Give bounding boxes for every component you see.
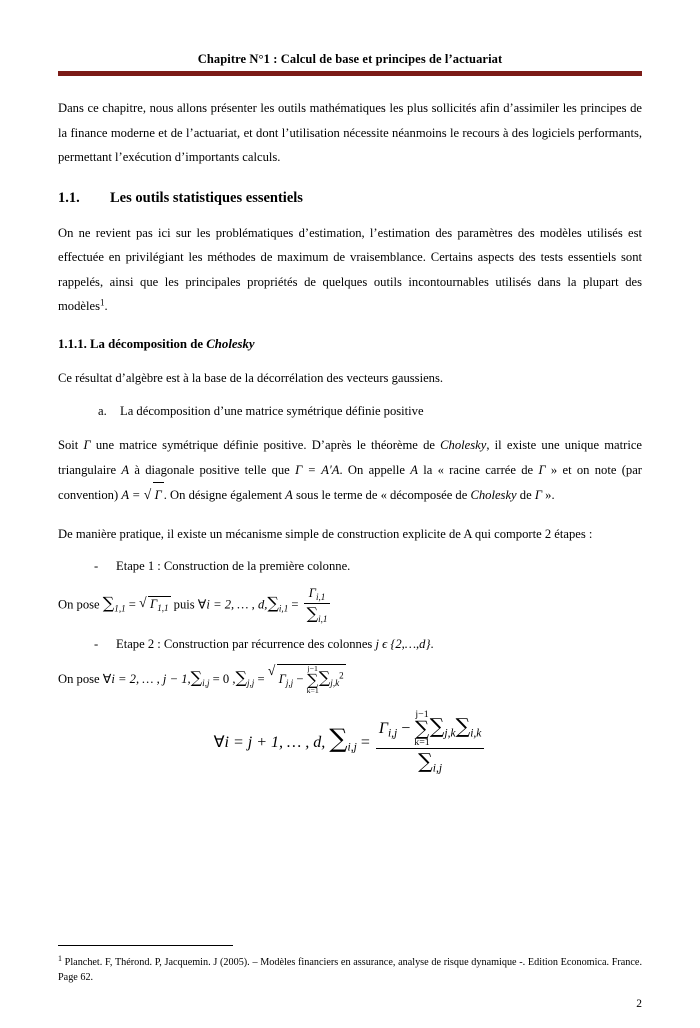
fraction-gamma-over-sigma — [304, 586, 331, 625]
gamma-symbol-3: Γ — [534, 488, 542, 503]
section-title: Les outils statistiques essentiels — [110, 189, 303, 206]
sqrt-gamma-11-body — [148, 596, 171, 613]
sum-symbol-2: ∑ — [414, 716, 430, 740]
sqrt-expression-2-body — [277, 664, 346, 695]
f3-sum-upper: j−1 — [415, 708, 429, 720]
thm-t4: à diagonale positive telle que — [129, 462, 296, 477]
list-item-label: La décomposition d’une matrice symétrique définie positive — [120, 404, 424, 419]
f3-minus: − — [397, 719, 415, 737]
f3-prefix: ∀ — [213, 733, 225, 751]
sigma-symbol-3: ∑ — [306, 603, 319, 623]
f2-eq1: = 0 , — [209, 672, 236, 687]
fraction-step-3 — [376, 710, 485, 777]
step-1-item — [58, 559, 642, 574]
f2-sum-lower: k=1 — [306, 686, 319, 696]
thm-t11: ». — [542, 488, 555, 503]
thm-t5: . On appelle — [339, 462, 411, 477]
subsection-title: La décomposition de — [90, 336, 204, 351]
f3-s2-sub: i,k — [470, 727, 482, 740]
f2-gamma-sub: j,j — [285, 678, 294, 689]
subsection-title-italic: Cholesky — [206, 336, 255, 351]
f3-gamma: Γ — [378, 719, 388, 737]
f1-equals: = — [125, 597, 140, 612]
step-2-label — [94, 637, 434, 652]
f3-i: i — [224, 733, 229, 751]
f3-sum-lower: k=1 — [414, 736, 430, 748]
fraction-step-3-numerator — [376, 710, 485, 750]
f3-equals: = — [356, 733, 374, 751]
list-item-marker: a. — [98, 404, 107, 419]
f2-range: = 2, … , j − 1, — [114, 672, 191, 687]
stats-intro-end: . — [104, 299, 108, 314]
f3-den-sub: i,j — [432, 762, 443, 775]
sqrt-gamma-11 — [139, 596, 171, 613]
step-2-item — [58, 637, 642, 652]
fraction-denominator — [304, 604, 331, 625]
sum-upper-limit-2 — [414, 710, 430, 749]
f1-equals-2: = — [288, 597, 302, 612]
matrix-A: A — [121, 462, 130, 477]
f2-i: i — [111, 672, 115, 687]
section-number: 1.1. — [58, 189, 80, 206]
gamma-symbol: Γ — [83, 438, 91, 453]
gamma-symbol-2: Γ — [538, 462, 546, 477]
stats-intro-text: On ne revient pas ici sur les problématiques d’estimation, l’estimation des paramètres des modèles utilisés est effectuée en privilégiant les méthodes de maximum de vraisemblance. Certains aspects des tests essentiels sont rappelés, ainsi que les principales propriétés de quelques outils incontournables utilisés dans la plupart des modèles — [58, 225, 642, 314]
f1-range: = 2, … , d, — [209, 597, 268, 612]
footnote-reference: 1 — [99, 297, 105, 308]
f3-range: = j + 1, … , d, — [228, 733, 326, 751]
subsection-number: 1.1.1. — [58, 336, 87, 351]
sigma-1-subscript: 1,1 — [114, 603, 126, 614]
thm-t8: . On désigne également — [163, 488, 286, 503]
intro-paragraph: Dans ce chapitre, nous allons présenter les outils mathématiques les plus sollicités afin d’assimiler les principes de la finance moderne et de l’actuariat, et dont l’utilisation nécessite néanmoins le recours à des logiciels performants, permettant l’exécution d’importants calculs. — [58, 101, 642, 165]
footnote-text: Planchet. F, Thérond. P, Jacquemin. J (2005). – Modèles financiers en assurance, analyse de risque dynamique -. Edition Economica. France. Page 62. — [58, 957, 642, 984]
section-heading-1-1 — [58, 190, 642, 207]
page-number: 2 — [636, 998, 642, 1010]
thm-t1: Soit — [58, 438, 84, 453]
f2-sigma1-sub: i,j — [202, 678, 210, 689]
matrix-A-3: A — [285, 488, 293, 503]
f2-prefix: On pose ∀ — [58, 672, 112, 687]
footnote-mark: 1 — [58, 954, 62, 964]
step-2-dash: - — [94, 637, 99, 652]
cholesky-lead-paragraph: Ce résultat d’algèbre est à la base de la décorrélation des vecteurs gaussiens. — [58, 370, 444, 385]
sqrt-gamma-body: Γ — [153, 482, 164, 508]
formula-step-3 — [58, 710, 642, 777]
f2-eq2: = — [254, 672, 268, 687]
sigma-symbol-7: ∑ — [429, 713, 445, 738]
thm-t9: sous le terme de « décomposée de — [292, 488, 471, 503]
f3-s1-sub: j,k — [444, 727, 456, 740]
f1-sqrt-gamma: Γ — [150, 597, 158, 612]
stats-intro-paragraph — [58, 221, 642, 319]
big-sigma-symbol: ∑ — [329, 723, 348, 754]
step-1-dash: - — [94, 558, 99, 573]
sigma-symbol-5: ∑ — [235, 668, 247, 688]
step-2-label-post: . — [430, 637, 434, 652]
sqrt-gamma — [144, 482, 164, 508]
eq-A-equals: A = — [121, 488, 144, 503]
practical-paragraph: De manière pratique, il existe un mécanisme simple de construction explicite de A qui comporte 2 étapes : — [58, 527, 593, 542]
f2-sigma2-sub: j,j — [246, 678, 255, 689]
f1-sigma2-sub: i,1 — [278, 603, 289, 614]
sum-upper-limit-1 — [307, 665, 319, 695]
thm-t3: , il existe une unique matrice triangulaire — [58, 438, 643, 477]
f1-prefix: On pose — [58, 597, 103, 612]
thm-t7: » et on note (par convention) — [58, 462, 642, 503]
fraction-step-3-denominator — [376, 749, 485, 776]
sigma-symbol-9: ∑ — [418, 749, 433, 774]
sigma-symbol-1: ∑ — [102, 593, 115, 613]
fraction-numerator — [304, 586, 331, 604]
cholesky-name: Cholesky — [440, 438, 487, 453]
formula-step-1 — [58, 586, 642, 625]
step-1-label: Etape 1 : Construction de la première colonne. — [116, 558, 351, 573]
f1-sqrt-sub: 1,1 — [157, 603, 169, 614]
list-item-a — [58, 404, 642, 419]
step-2-label-italic: j ϵ {2,…,d} — [375, 637, 431, 652]
matrix-A-2: A — [410, 462, 418, 477]
chapter-title: Chapitre N°1 : Calcul de base et principes de l’actuariat — [197, 52, 503, 66]
step-2-label-pre: Etape 2 : Construction par récurrence des colonnes — [116, 637, 376, 652]
sum-symbol-1: ∑ — [307, 671, 319, 690]
footnote — [58, 953, 642, 986]
f3-gamma-sub: i,j — [387, 727, 398, 740]
f1-frac-gamma: Γ — [308, 585, 316, 600]
page-header — [58, 52, 642, 76]
thm-t6: la « racine carrée de — [417, 462, 539, 477]
sigma-symbol-4: ∑ — [190, 668, 203, 688]
footnote-separator — [58, 945, 233, 946]
formula-step-2 — [58, 664, 642, 695]
f2-minus: − — [293, 672, 307, 687]
f1-frac-gamma-sub: i,1 — [315, 591, 326, 602]
f1-mid: puis ∀ — [170, 597, 207, 612]
f1-frac-den-sub: i,1 — [318, 613, 328, 624]
cholesky-name-2: Cholesky — [470, 488, 517, 503]
sqrt-expression-2 — [268, 664, 346, 695]
f2-sum-upper: j−1 — [307, 664, 318, 674]
f2-sum-sigma-sub: j,k — [330, 678, 340, 689]
subsection-heading-1-1-1 — [58, 337, 642, 352]
f3-bigsum-sub: i,j — [347, 741, 357, 754]
sigma-symbol-6: ∑ — [318, 668, 331, 688]
f2-sum-sigma-sup: 2 — [339, 670, 344, 681]
theorem-paragraph — [58, 433, 642, 508]
sigma-symbol-8: ∑ — [455, 713, 471, 738]
thm-t2: une matrice symétrique définie positive. D’après le théorème de — [90, 438, 441, 453]
f1-i: i — [206, 597, 210, 612]
header-divider — [58, 71, 642, 76]
f2-gamma: Γ — [278, 672, 286, 687]
thm-t10: de — [516, 488, 535, 503]
sigma-symbol-2: ∑ — [267, 593, 279, 613]
equation-gamma-equals: Γ = A′A — [295, 462, 340, 477]
